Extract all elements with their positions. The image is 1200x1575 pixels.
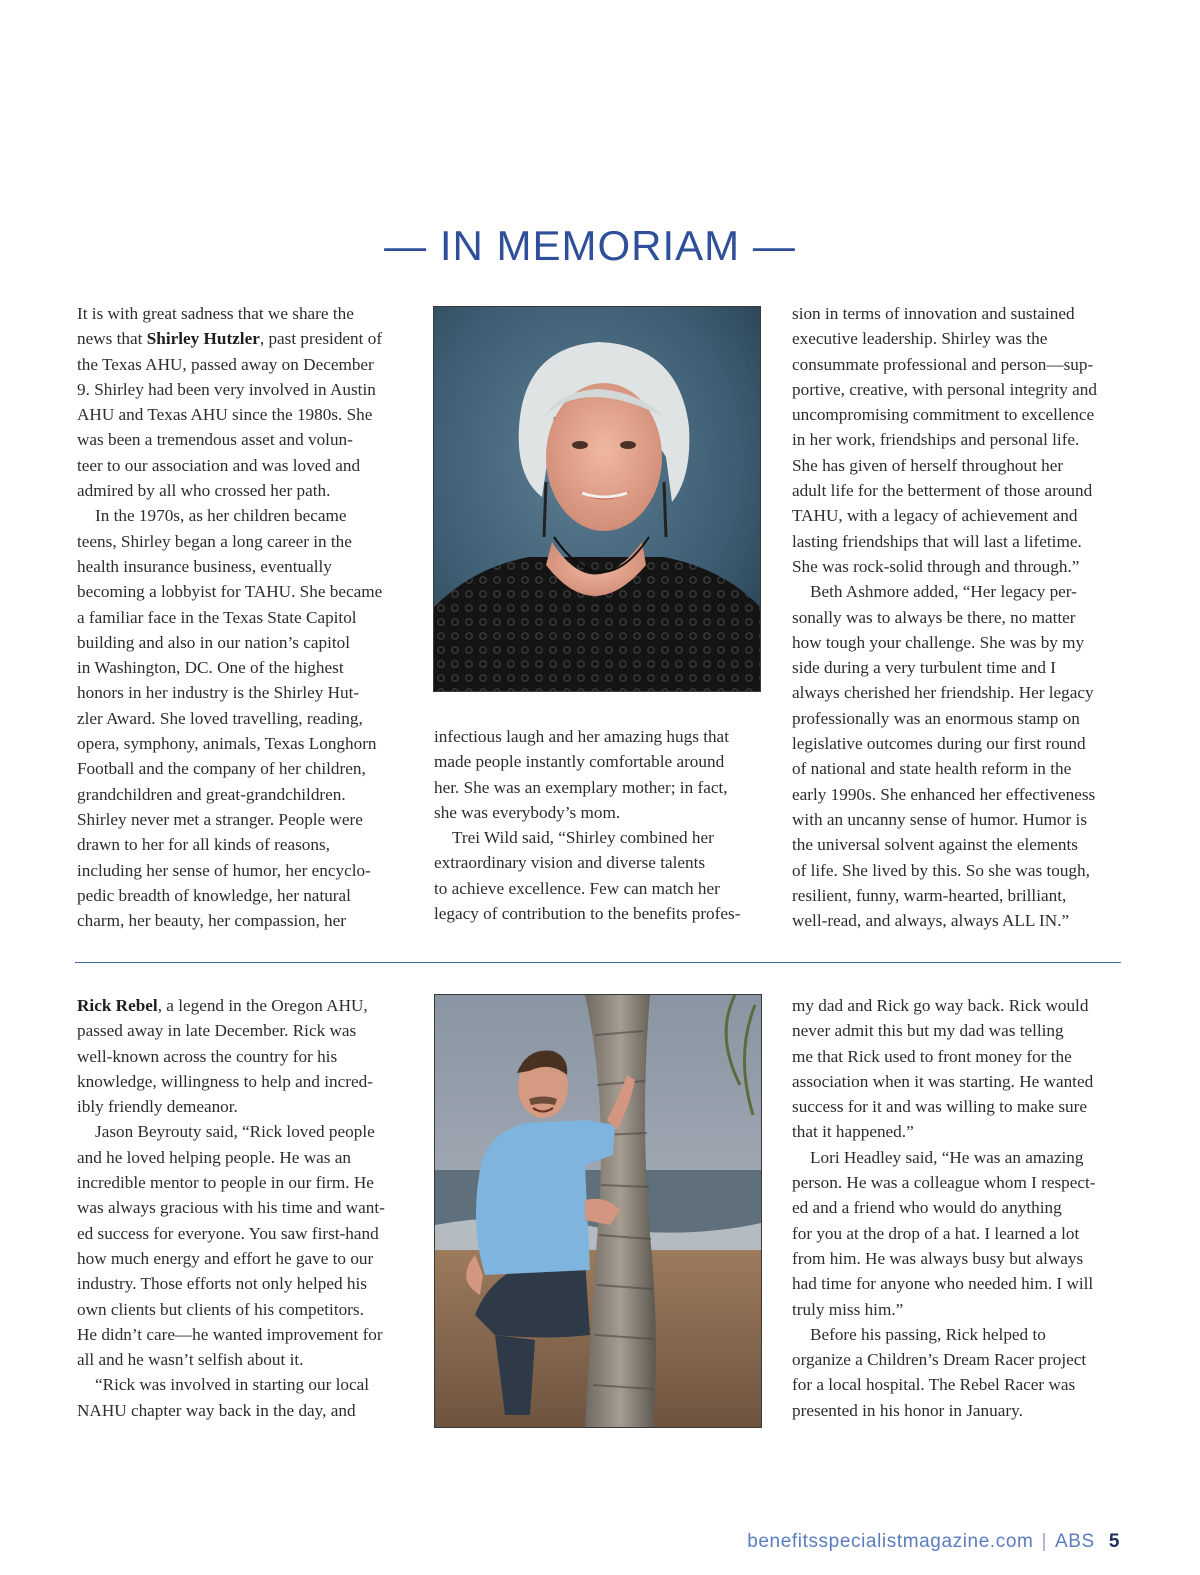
text-line: honors in her industry is the Shirley Hut- — [77, 683, 360, 703]
text-line: NAHU chapter way back in the day, and — [77, 1400, 356, 1420]
text-line: of national and state health reform in the — [792, 759, 1072, 779]
text-line: organize a Children’s Dream Racer project — [792, 1350, 1087, 1370]
text-line: It is with great sadness that we share the — [77, 304, 354, 323]
text-line: sion in terms of innovation and sustained — [792, 304, 1075, 323]
text-line: In the 1970s, as her children became — [95, 506, 347, 526]
text-line: Lori Headley said, “He was an amazing — [810, 1147, 1084, 1167]
text-line: of life. She lived by this. So she was tough, — [792, 860, 1090, 880]
text-line: sonally was to always be there, no matter — [792, 607, 1076, 627]
text-line: teer to our association and was loved and — [77, 455, 361, 475]
text-line: the universal solvent against the elements — [792, 835, 1078, 855]
text-line: me that Rick used to front money for the — [792, 1046, 1072, 1066]
text-line: Football and the company of her children, — [77, 759, 366, 779]
text-line: person. He was a colleague whom I respect- — [792, 1173, 1096, 1193]
text-line: with an uncanny sense of humor. Humor is — [792, 809, 1088, 829]
shirley-article-column-1 — [77, 301, 382, 933]
text-line: incredible mentor to people in our firm. He — [77, 1173, 374, 1193]
text-line: early 1990s. She enhanced her effectiveness — [792, 784, 1096, 804]
shirley-article-column-3 — [792, 301, 1097, 933]
text-line: adult life for the betterment of those around — [792, 481, 1093, 501]
text-line: was been a tremendous asset and volun- — [77, 430, 353, 450]
text-line: infectious laugh and her amazing hugs that — [434, 727, 729, 746]
text-line: passed away in late December. Rick was — [77, 1021, 357, 1041]
text-line: a familiar face in the Texas State Capitol — [77, 607, 357, 627]
text-line: that it happened.” — [792, 1122, 914, 1142]
text-line: my dad and Rick go way back. Rick would — [792, 996, 1089, 1015]
text-line: including her sense of humor, her encyclo- — [77, 860, 371, 880]
text-line: ed success for everyone. You saw first-hand — [77, 1223, 379, 1243]
person-name-rick: Rick Rebel — [77, 996, 158, 1015]
section-divider — [75, 962, 1121, 963]
text-line: own clients but clients of his competitors. — [77, 1299, 364, 1319]
text-line: never admit this but my dad was telling — [792, 1021, 1064, 1041]
footer-website-link[interactable]: benefitsspecialistmagazine.com — [747, 1531, 1034, 1552]
text-line: to achieve excellence. Few can match her — [434, 878, 720, 898]
text-line: from him. He was always busy but always — [792, 1248, 1084, 1268]
text-line: AHU and Texas AHU since the 1980s. She — [77, 405, 373, 425]
text-line: Jason Beyrouty said, “Rick loved people — [95, 1122, 375, 1142]
text-line: opera, symphony, animals, Texas Longhorn — [77, 734, 377, 754]
footer-section-label: ABS — [1055, 1531, 1095, 1552]
text-line: consummate professional and person—sup- — [792, 354, 1094, 374]
text-line: in Washington, DC. One of the highest — [77, 658, 344, 678]
text-line: how tough your challenge. She was by my — [792, 632, 1085, 652]
text-line: for a local hospital. The Rebel Racer was — [792, 1375, 1076, 1395]
text-line: truly miss him.” — [792, 1299, 904, 1319]
text-line: admired by all who crossed her path. — [77, 481, 331, 501]
text-line: He didn’t care—he wanted improvement for — [77, 1324, 383, 1344]
text-line: zler Award. She loved travelling, reading, — [77, 708, 363, 728]
text-line: news that Shirley Hutzler, past president of — [77, 329, 383, 349]
text-line: building and also in our nation’s capitol — [77, 632, 351, 652]
text-line: the Texas AHU, passed away on December — [77, 354, 374, 374]
text-line: health insurance business, eventually — [77, 556, 332, 576]
page-footer — [747, 1531, 1120, 1553]
text-line: how much energy and effort he gave to our — [77, 1248, 374, 1268]
rick-article-column-3 — [792, 993, 1096, 1423]
text-line: ed and a friend who would do anything — [792, 1198, 1062, 1218]
text-line: Before his passing, Rick helped to — [810, 1324, 1046, 1344]
text-line: made people instantly comfortable around — [434, 752, 725, 772]
text-line: association when it was starting. He wanted — [792, 1071, 1094, 1091]
text-line: TAHU, with a legacy of achievement and — [792, 506, 1078, 526]
person-name-shirley: Shirley Hutzler — [146, 329, 260, 349]
text-line: always cherished her friendship. Her legacy — [792, 683, 1094, 703]
text-line: Trei Wild said, “Shirley combined her — [452, 828, 714, 848]
text-line: charm, her beauty, her compassion, her — [77, 911, 347, 931]
text-line: She was rock-solid through and through.” — [792, 556, 1080, 576]
text-line: resilient, funny, warm-hearted, brilliant, — [792, 885, 1067, 905]
text-line: ibly friendly demeanor. — [77, 1097, 238, 1117]
text-line: Beth Ashmore added, “Her legacy per- — [810, 582, 1077, 602]
text-line: legacy of contribution to the benefits profes- — [434, 904, 741, 924]
text-line: grandchildren and great-grandchildren. — [77, 784, 346, 804]
page-number: 5 — [1108, 1531, 1120, 1552]
text-line: becoming a lobbyist for TAHU. She became — [77, 582, 383, 602]
text-line: was always gracious with his time and want- — [77, 1198, 385, 1218]
rick-article-column-1 — [77, 993, 385, 1423]
text-line: legislative outcomes during our first round — [792, 734, 1086, 754]
text-line: industry. Those efforts not only helped his — [77, 1274, 367, 1294]
text-line: well-known across the country for his — [77, 1046, 338, 1066]
text-line: “Rick was involved in starting our local — [95, 1375, 369, 1395]
shirley-hutzler-photo — [433, 306, 761, 692]
text-line: uncompromising commitment to excellence — [792, 405, 1095, 425]
text-line: professionally was an enormous stamp on — [792, 708, 1080, 728]
text-line: in her work, friendships and personal life. — [792, 430, 1080, 450]
rick-rebel-photo — [434, 994, 762, 1428]
text-line: teens, Shirley began a long career in the — [77, 531, 352, 551]
text-line: portive, creative, with personal integrity and — [792, 379, 1097, 399]
page-title: — IN MEMORIAM — — [384, 222, 796, 269]
text-line: extraordinary vision and diverse talents — [434, 853, 706, 873]
text-line: for you at the drop of a hat. I learned a lot — [792, 1223, 1080, 1243]
text-line: and he loved helping people. He was an — [77, 1147, 351, 1167]
text-line: drawn to her for all kinds of reasons, — [77, 835, 330, 855]
text-line: side during a very turbulent time and I — [792, 658, 1056, 678]
text-line: well-read, and always, always ALL IN.” — [792, 911, 1070, 931]
text-line: lasting friendships that will last a lifetime. — [792, 531, 1082, 551]
text-line: executive leadership. Shirley was the — [792, 329, 1048, 349]
text-line: 9. Shirley had been very involved in Austin — [77, 379, 376, 399]
text-line: all and he wasn’t selfish about it. — [77, 1350, 304, 1370]
text-line: Shirley never met a stranger. People were — [77, 809, 363, 829]
text-line: presented in his honor in January. — [792, 1400, 1023, 1420]
footer-separator: | — [1041, 1531, 1047, 1552]
text-line: Rick Rebel, a legend in the Oregon AHU, — [77, 996, 368, 1015]
text-line: She has given of herself throughout her — [792, 455, 1064, 475]
text-line: had time for anyone who needed him. I will — [792, 1274, 1094, 1294]
shirley-article-column-2 — [434, 724, 740, 926]
text-line: her. She was an exemplary mother; in fact, — [434, 777, 728, 797]
text-line: success for it and was willing to make sure — [792, 1097, 1087, 1117]
text-line: she was everybody’s mom. — [434, 802, 621, 822]
text-line: pedic breadth of knowledge, her natural — [77, 885, 351, 905]
text-line: knowledge, willingness to help and incred- — [77, 1071, 373, 1091]
